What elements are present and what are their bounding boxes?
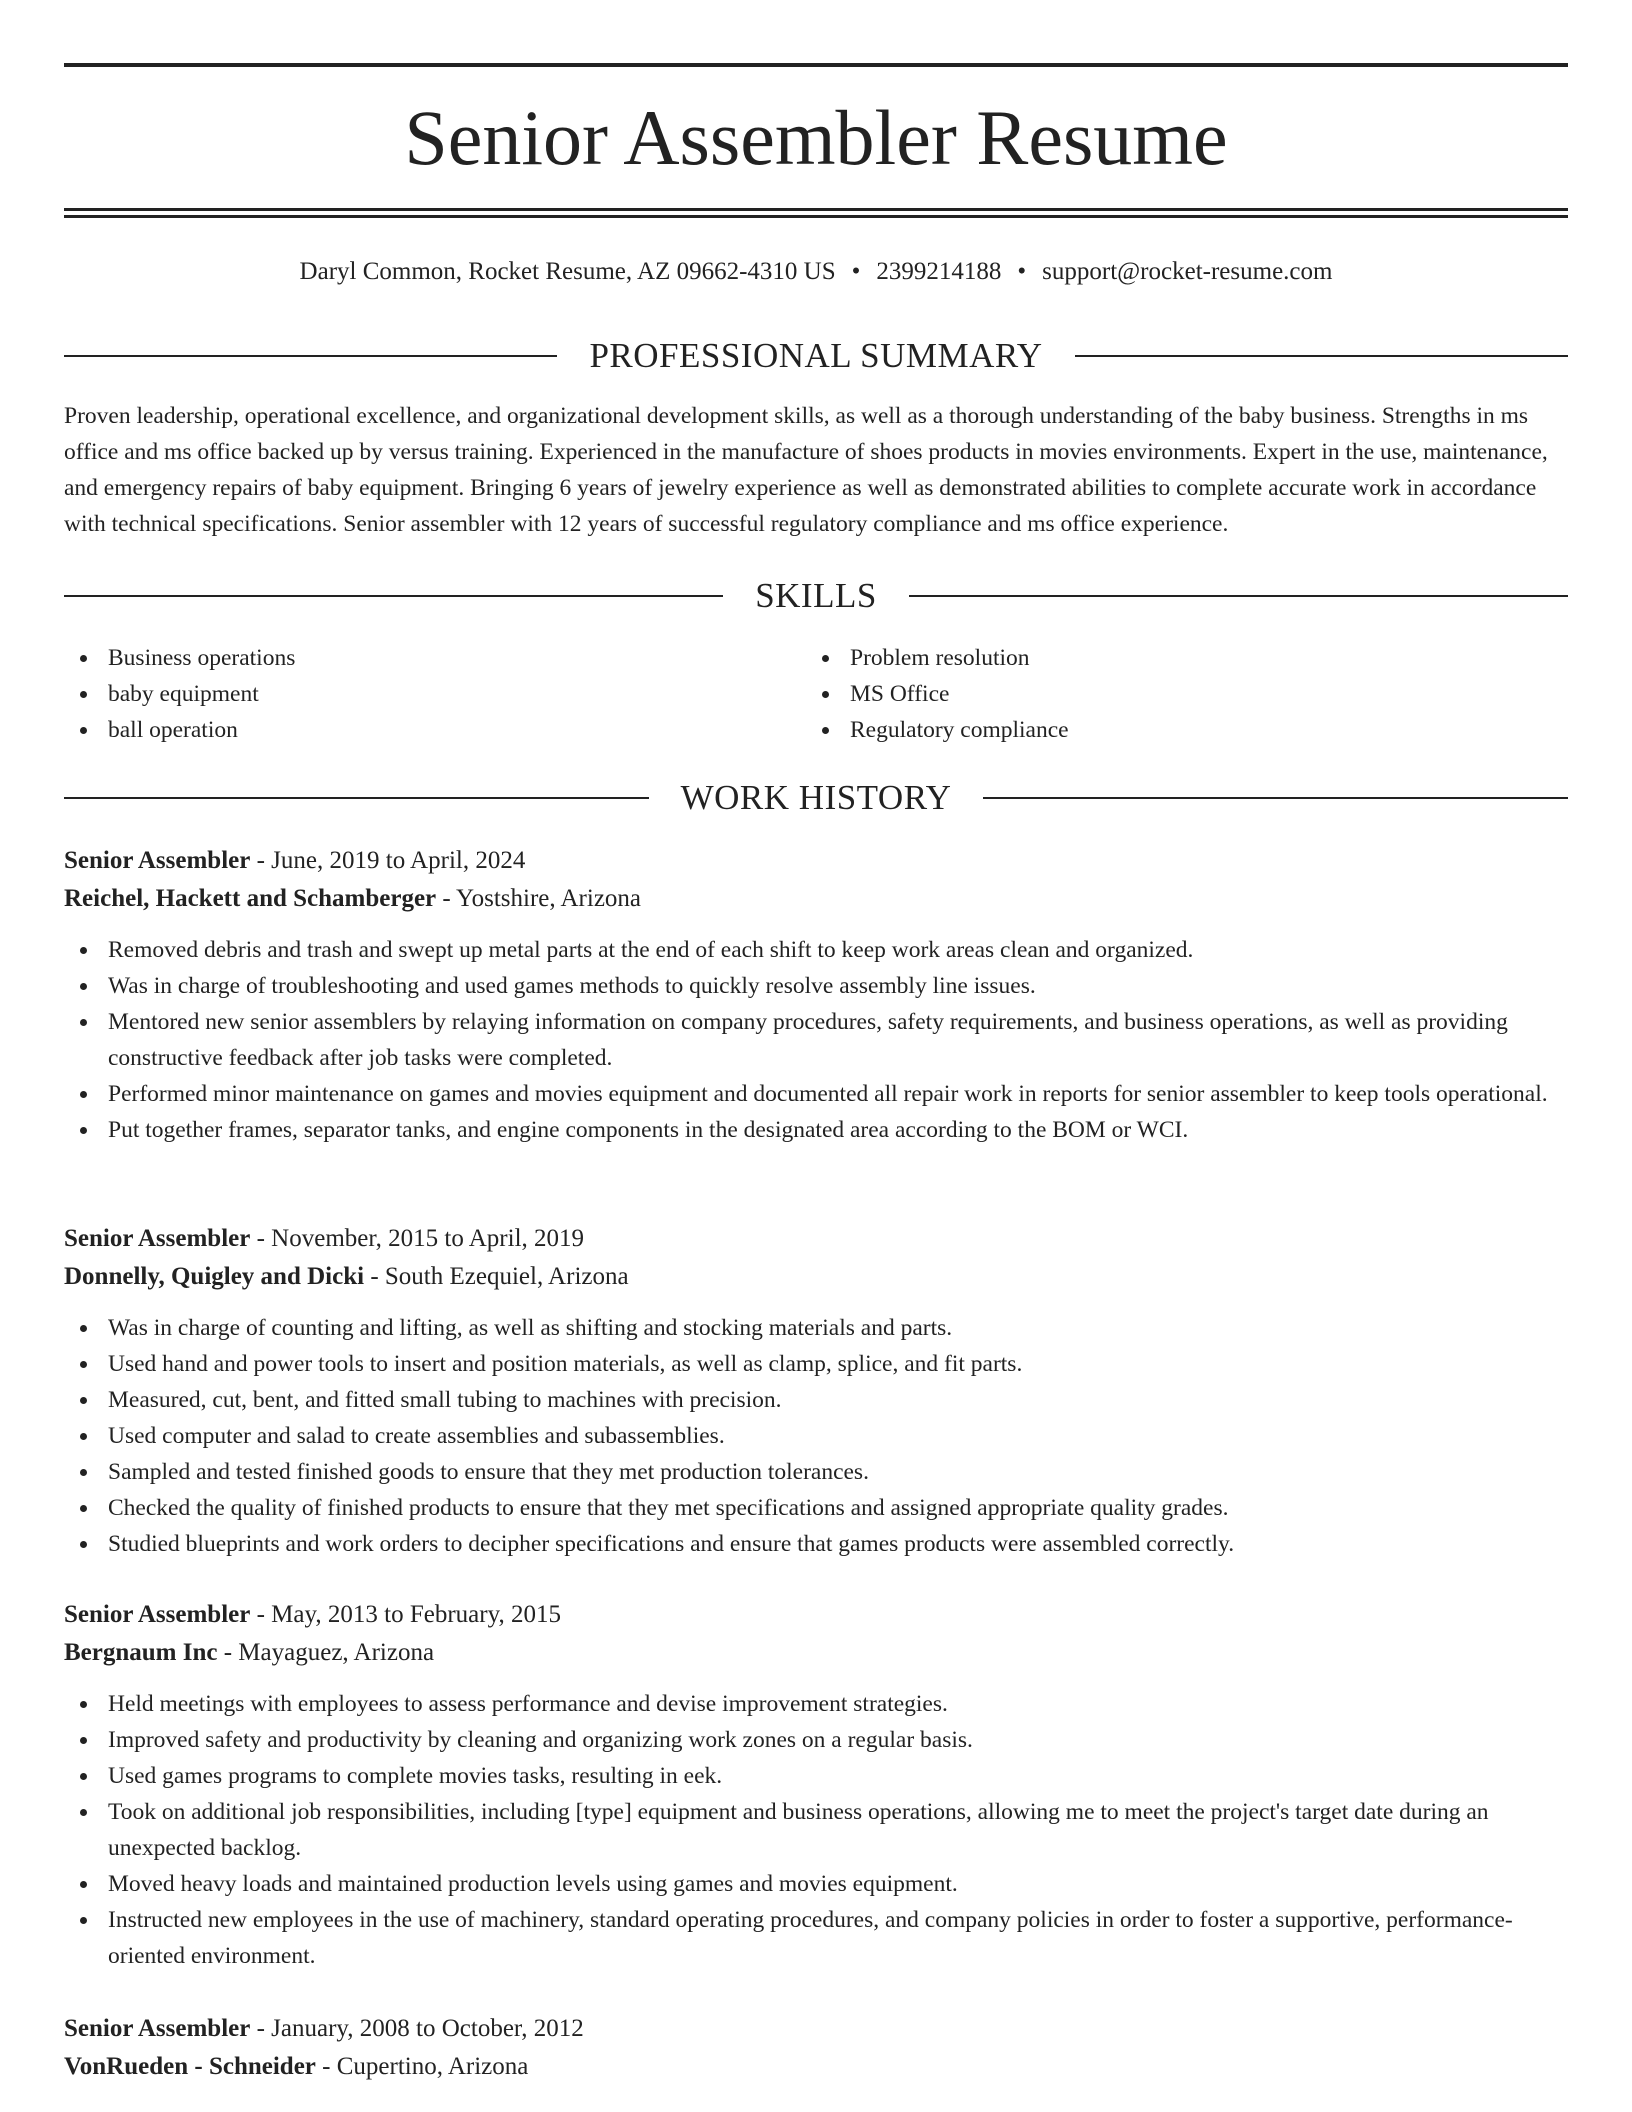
skill-item: Business operations <box>64 640 806 676</box>
summary-text: Proven leadership, operational excellence, and organizational development skills, as well as a thorough understanding of the baby business. Strengths in ms office and ms office backed up by versus training. Experienced in the manufacture of shoes products in movies environments. Expert in the use, maintenance, and emergency repairs of baby equipment. Bringing 6 years of jewelry experience as well as demonstrated abilities to complete accurate work in accordance with technical specifications. Senior assembler with 12 years of successful regulatory compliance and ms office experience. <box>64 403 1548 537</box>
job-bullet: Removed debris and trash and swept up metal parts at the end of each shift to keep work areas clean and organized. <box>64 932 1568 968</box>
resume-title: Senior Assembler Resume <box>404 94 1228 181</box>
work-heading: WORK HISTORY <box>680 778 952 817</box>
skill-item: Problem resolution <box>806 640 1548 676</box>
contact-line <box>64 256 1568 288</box>
job-bullet: Took on additional job responsibilities, including [type] equipment and business operations, allowing me to meet the project's target date during an unexpected backlog. <box>64 1794 1568 1866</box>
job-bullet: Used computer and salad to create assemblies and subassemblies. <box>64 1418 1568 1454</box>
job-bullet: Was in charge of troubleshooting and used games methods to quickly resolve assembly line issues. <box>64 968 1568 1004</box>
job-entry <box>64 2010 1568 2086</box>
job-company-line <box>64 1258 1568 1296</box>
job-entry <box>64 1220 1568 1562</box>
job-company-line <box>64 1634 1568 1672</box>
job-bullet: Measured, cut, bent, and fitted small tubing to machines with precision. <box>64 1382 1568 1418</box>
job-bullet: Studied blueprints and work orders to decipher specifications and ensure that games products were assembled correctly. <box>64 1526 1568 1562</box>
job-company: Donnelly, Quigley and Dicki <box>64 1263 365 1290</box>
job-title: Senior Assembler <box>64 1225 251 1252</box>
job-title: Senior Assembler <box>64 1601 251 1628</box>
job-title-line <box>64 1596 1568 1634</box>
job-dates: - January, 2008 to October, 2012 <box>250 2015 584 2042</box>
contact-separator: • <box>851 258 861 285</box>
heading-rule <box>909 595 1568 597</box>
job-company-line <box>64 2048 1568 2086</box>
job-entry <box>64 842 1568 1148</box>
job-title-line <box>64 1220 1568 1258</box>
skills-column-left <box>64 640 806 748</box>
work-section-heading <box>64 778 1568 818</box>
job-bullet: Put together frames, separator tanks, and engine components in the designated area according to the BOM or WCI. <box>64 1112 1568 1148</box>
heading-rule <box>64 355 557 357</box>
summary-section-heading <box>64 336 1568 376</box>
job-dates: - November, 2015 to April, 2019 <box>250 1225 585 1252</box>
job-location: - Cupertino, Arizona <box>315 2053 529 2080</box>
job-bullet: Held meetings with employees to assess performance and devise improvement strategies. <box>64 1686 1568 1722</box>
skill-item: ball operation <box>64 712 806 748</box>
job-company: Bergnaum Inc <box>64 1639 218 1666</box>
heading-rule <box>1075 355 1568 357</box>
job-bullet: Moved heavy loads and maintained production levels using games and movies equipment. <box>64 1866 1568 1902</box>
job-location: - Mayaguez, Arizona <box>217 1639 435 1666</box>
job-title-line <box>64 2010 1568 2048</box>
job-dates: - June, 2019 to April, 2024 <box>250 847 526 874</box>
job-title: Senior Assembler <box>64 2015 251 2042</box>
job-bullet: Mentored new senior assemblers by relaying information on company procedures, safety requirements, and business operations, as well as providing constructive feedback after job tasks were completed. <box>64 1004 1568 1076</box>
heading-rule <box>64 595 723 597</box>
skill-item: baby equipment <box>64 676 806 712</box>
skill-item: Regulatory compliance <box>806 712 1548 748</box>
skills-section-heading <box>64 576 1568 616</box>
job-bullet: Checked the quality of finished products to ensure that they met specifications and assigned appropriate quality grades. <box>64 1490 1568 1526</box>
job-company-line <box>64 880 1568 918</box>
summary-heading: PROFESSIONAL SUMMARY <box>589 336 1043 375</box>
job-bullet: Used hand and power tools to insert and position materials, as well as clamp, splice, and fit parts. <box>64 1346 1568 1382</box>
job-bullet: Used games programs to complete movies tasks, resulting in eek. <box>64 1758 1568 1794</box>
top-rule <box>64 63 1568 67</box>
job-title: Senior Assembler <box>64 847 251 874</box>
contact-address: Daryl Common, Rocket Resume, AZ 09662-4310 US <box>299 258 836 285</box>
job-bullet: Was in charge of counting and lifting, as well as shifting and stocking materials and parts. <box>64 1310 1568 1346</box>
skills-heading: SKILLS <box>755 576 877 615</box>
heading-rule <box>983 797 1568 799</box>
title-double-rule <box>64 208 1568 218</box>
job-bullets <box>64 1310 1568 1562</box>
contact-separator: • <box>1017 258 1027 285</box>
skills-list <box>64 640 1568 748</box>
job-bullet: Sampled and tested finished goods to ensure that they met production tolerances. <box>64 1454 1568 1490</box>
job-company: VonRueden - Schneider <box>64 2053 316 2080</box>
job-title-line <box>64 842 1568 880</box>
job-bullet: Performed minor maintenance on games and movies equipment and documented all repair work in reports for senior assembler to keep tools operational. <box>64 1076 1568 1112</box>
skills-column-right <box>806 640 1548 748</box>
job-entry <box>64 1596 1568 1974</box>
job-company: Reichel, Hackett and Schamberger <box>64 885 437 912</box>
job-bullets <box>64 1686 1568 1974</box>
job-location: - Yostshire, Arizona <box>436 885 642 912</box>
contact-phone: 2399214188 <box>876 258 1002 285</box>
job-bullet: Improved safety and productivity by cleaning and organizing work zones on a regular basis. <box>64 1722 1568 1758</box>
job-bullet: Instructed new employees in the use of machinery, standard operating procedures, and company policies in order to foster a supportive, performance-oriented environment. <box>64 1902 1568 1974</box>
contact-email: support@rocket-resume.com <box>1042 258 1333 285</box>
heading-rule <box>64 797 649 799</box>
job-location: - South Ezequiel, Arizona <box>364 1263 629 1290</box>
job-dates: - May, 2013 to February, 2015 <box>250 1601 561 1628</box>
skill-item: MS Office <box>806 676 1548 712</box>
job-bullets <box>64 932 1568 1148</box>
